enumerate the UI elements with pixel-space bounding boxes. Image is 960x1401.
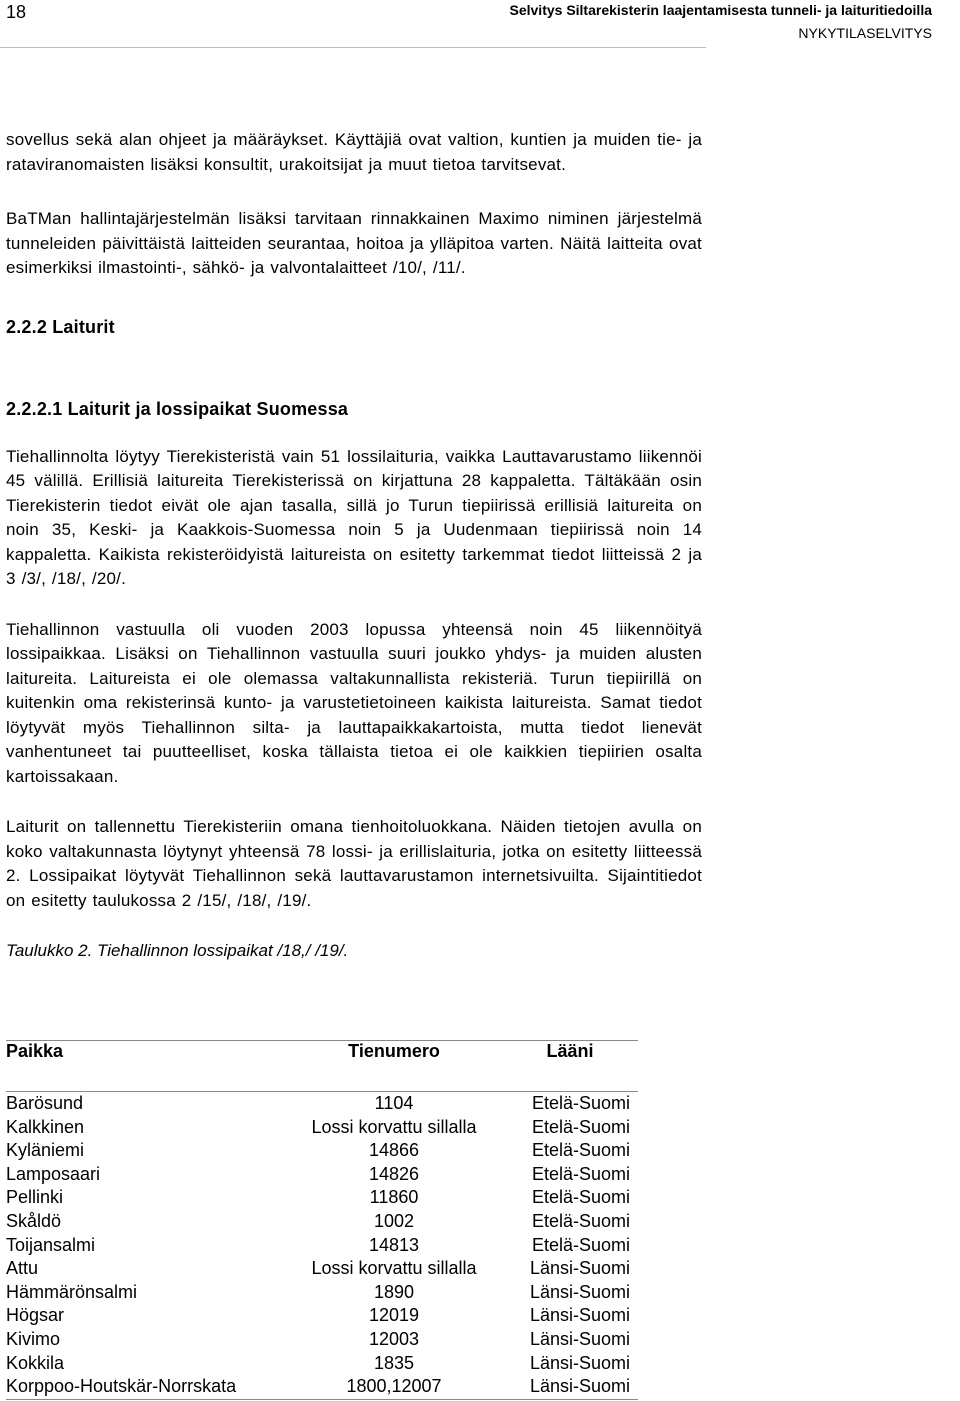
cell-laani: Länsi-Suomi xyxy=(529,1352,630,1373)
document-body xyxy=(6,128,702,963)
cell-tienumero: 14866 xyxy=(368,1140,420,1161)
document-subtitle: NYKYTILASELVITYS xyxy=(798,25,932,41)
cell-tienumero: 14813 xyxy=(368,1234,420,1255)
table-row xyxy=(6,1163,638,1187)
table-row xyxy=(6,1352,638,1376)
cell-laani: Länsi-Suomi xyxy=(529,1258,630,1279)
header-rule xyxy=(0,47,706,48)
lossipaikat-table xyxy=(6,1040,638,1400)
cell-laani: Etelä-Suomi xyxy=(531,1163,630,1184)
cell-tienumero: Lossi korvattu sillalla xyxy=(311,1116,477,1137)
document-title: Selvitys Siltarekisterin laajentamisesta tunneli- ja laituritiedoilla xyxy=(509,2,932,18)
cell-paikka: Högsar xyxy=(6,1305,65,1326)
table-row xyxy=(6,1139,638,1163)
table-row xyxy=(6,1186,638,1210)
table-row xyxy=(6,1375,638,1399)
cell-paikka: Toijansalmi xyxy=(6,1234,96,1255)
subsection-heading: 2.2.2.1 Laiturit ja lossipaikat Suomessa xyxy=(6,398,349,419)
paragraph-users: sovellus sekä alan ohjeet ja määräykset. Käyttäjiä ovat valtion, kuntien ja muiden tie- ja rataviranomaisten lisäksi konsultit, urakoitsijat ja muut tietoa tarvitsevat. xyxy=(6,130,702,174)
cell-tienumero: 1890 xyxy=(373,1281,415,1302)
cell-laani: Etelä-Suomi xyxy=(531,1187,630,1208)
table-row xyxy=(6,1328,638,1352)
cell-paikka: Korppoo-Houtskär-Norrskata xyxy=(6,1375,286,1399)
cell-tienumero: Lossi korvattu sillalla xyxy=(311,1258,477,1279)
cell-laani: Länsi-Suomi xyxy=(502,1375,638,1399)
cell-paikka: Hämmärönsalmi xyxy=(6,1281,138,1302)
table-caption: Taulukko 2. Tiehallinnon lossipaikat /18,/ /19/. xyxy=(6,941,349,960)
cell-paikka: Kokkila xyxy=(6,1352,65,1373)
paragraph-tiehallinto: Tiehallinnon vastuulla oli vuoden 2003 lopussa yhteensä noin 45 liikennöityä lossipaikkaa. Lisäksi on Tiehallinnon vastuulla suuri joukko yhdys- ja muiden alusten laitureita. Laitureista ei ole olemassa valtakunnallista rekisteriä. Turun tiepiirillä on kuitenkin oma rekisterinsä kunto- ja varustetietoineen kaikista laitureista. Samat tiedot löytyvät myös Tiehallinnon silta- ja lauttapaikkakartoista, mutta tiedot lienevät vanhentuneet tai puutteelliset, koska tällaista tietoa ei ole kaikkien tiepiirien osalta kartoissakaan. xyxy=(6,619,702,786)
column-header-laani: Lääni xyxy=(546,1041,594,1061)
cell-laani: Länsi-Suomi xyxy=(529,1281,630,1302)
cell-laani: Etelä-Suomi xyxy=(531,1140,630,1161)
table-row xyxy=(6,1257,638,1281)
table-row xyxy=(6,1281,638,1305)
cell-paikka: Kivimo xyxy=(6,1328,61,1349)
cell-laani: Länsi-Suomi xyxy=(529,1305,630,1326)
cell-paikka: Kalkkinen xyxy=(6,1116,85,1137)
section-heading: 2.2.2 Laiturit xyxy=(6,316,115,337)
cell-tienumero: 1104 xyxy=(374,1093,414,1113)
cell-tienumero: 1835 xyxy=(373,1352,415,1373)
column-header-paikka: Paikka xyxy=(6,1041,64,1061)
cell-paikka: Pellinki xyxy=(6,1187,64,1208)
cell-tienumero: 1800,12007 xyxy=(286,1375,502,1399)
table-row xyxy=(6,1116,638,1140)
column-header-tienumero: Tienumero xyxy=(348,1041,440,1061)
table-row xyxy=(6,1304,638,1328)
cell-laani: Etelä-Suomi xyxy=(531,1093,630,1113)
table-row xyxy=(6,1092,638,1116)
table-row xyxy=(6,1234,638,1258)
cell-paikka: Attu xyxy=(6,1258,39,1279)
cell-laani: Länsi-Suomi xyxy=(529,1328,630,1349)
cell-tienumero: 14826 xyxy=(368,1163,420,1184)
paragraph-maximo: BaTMan hallintajärjestelmän lisäksi tarvitaan rinnakkainen Maximo niminen järjestelmä tunneleiden päivittäistä laitteiden seurantaa, hoitoa ja ylläpitoa varten. Näitä laitteita ovat esimerkiksi ilmastointi-, sähkö- ja valvontalaitteet /10/, /11/. xyxy=(6,209,702,277)
cell-tienumero: 11860 xyxy=(369,1187,419,1208)
cell-tienumero: 12003 xyxy=(368,1328,420,1349)
table-header-row xyxy=(6,1041,638,1072)
cell-laani: Etelä-Suomi xyxy=(531,1210,630,1231)
cell-tienumero: 12019 xyxy=(368,1305,420,1326)
paragraph-tierekisteri: Tiehallinnolta löytyy Tierekisteristä vain 51 lossilaituria, vaikka Lauttavarustamo liikennöi 45 välillä. Erillisiä laitureita Tierekisterissä on kirjattuna 28 kappaletta. Tältäkään osin Tierekisterin tiedot eivät ole ajan tasalla, sillä jo Turun tiepiirissä erillisiä laitureita on noin 35, Keski- ja Kaakkois-Suomessa noin 5 ja Uudenmaan tiepiirissä noin 14 kappaletta. Kaikista rekisteröidyistä laitureista on esitetty tarkemmat tiedot liitteissä 2 ja 3 /3/, /18/, /20/. xyxy=(6,446,702,588)
cell-laani: Etelä-Suomi xyxy=(531,1234,630,1255)
table-row xyxy=(6,1210,638,1234)
running-header xyxy=(112,0,932,43)
cell-paikka: Lamposaari xyxy=(6,1163,101,1184)
cell-laani: Etelä-Suomi xyxy=(531,1116,630,1137)
paragraph-laiturit: Laiturit on tallennettu Tierekisteriin omana tienhoitoluokkana. Näiden tietojen avulla on koko valtakunnasta löytynyt yhteensä 78 lossi- ja erillislaituria, jotka on esitetty liitteessä 2. Lossipaikat löytyvät Tiehallinnon sekä lauttavarustamon internetsivuilta. Sijaintitiedot on esitetty taulukossa 2 /15/, /18/, /19/. xyxy=(6,817,702,910)
cell-paikka: Barösund xyxy=(6,1093,84,1113)
cell-tienumero: 1002 xyxy=(373,1210,415,1231)
cell-paikka: Skåldö xyxy=(6,1210,62,1231)
page-number: 18 xyxy=(6,2,27,22)
cell-paikka: Kyläniemi xyxy=(6,1140,85,1161)
